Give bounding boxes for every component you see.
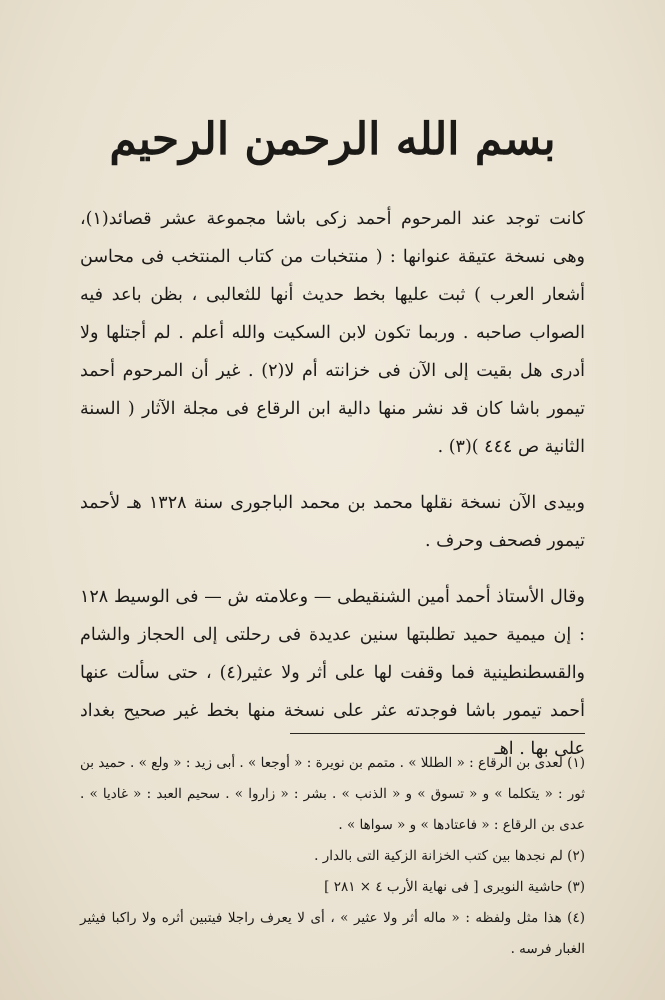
footnote-2: (٢) لم نجدها بين كتب الخزانة الزكية التى بالدار . (314, 848, 585, 864)
basmala-heading: بسم الله الرحمن الرحيم (109, 114, 556, 165)
paragraph-1: كانت توجد عند المرحوم أحمد زكى باشا مجموعة عشر قصائد(١)، وهى نسخة عتيقة عنوانها : ( منتخبات من كتاب المنتخب فى محاسن أشعار العرب ) ثبت عليها بخط حديث أنها للثعالبى ، بظن باعد فيه الصواب صاحبه . وربما تكون لابن السكيت والله أعلم . لم أجتلها ولا أدرى هل بقيت إلى الآن فى خزانته أم لا(٢) . غير أن المرحوم أحمد تيمور باشا كان قد نشر منها دالية ابن الرقاع فى مجلة الآثار ( السنة الثانية ص ٤٤٤ )(٣) . (80, 209, 585, 457)
paragraph-2: وبيدى الآن نسخة نقلها محمد بن محمد الباجورى سنة ١٣٢٨ هـ لأحمد تيمور فصحف وحرف . (80, 493, 585, 551)
paragraph-3: وقال الأستاذ أحمد أمين الشنقيطى — وعلامته ش — فى الوسيط ١٢٨ : إن ميمية حميد تطلبتها سنين عديدة فى رحلتى إلى الحجاز والشام والقسطنطينية فما وقفت لها على أثر ولا عثير(٤) ، حتى سألت عنها أحمد تيمور باشا فوجدته عثر على نسخة منها بخط غير صحيح بغداد على بها . اهـ (80, 587, 586, 759)
footnote-1: (١) لعدى بن الرقاع : « الطللا » . متمم بن نويرة : « أوجعا » . أبى زيد : « ولع » . حميد بن ثور : « يتكلما » و « تسوق » و « الذنب » . بشر : « زاروا » . سحيم العبد : « غاديا » . عدى بن الرقاع : « فاعتادها » و « سواها » . (80, 755, 585, 833)
footnote-divider (290, 733, 585, 734)
main-text (80, 200, 585, 768)
footnote-4: (٤) هذا مثل ولفظه : « ماله أثر ولا عثير » ، أى لا يعرف راجلا فيتبين أثره ولا راكبا فيثير الغبار فرسه . (80, 910, 585, 957)
footnote-3: (٣) حاشية النويرى [ فى نهاية الأرب ٤ × ٢٨١ ] (324, 879, 585, 895)
footnotes (80, 748, 585, 965)
